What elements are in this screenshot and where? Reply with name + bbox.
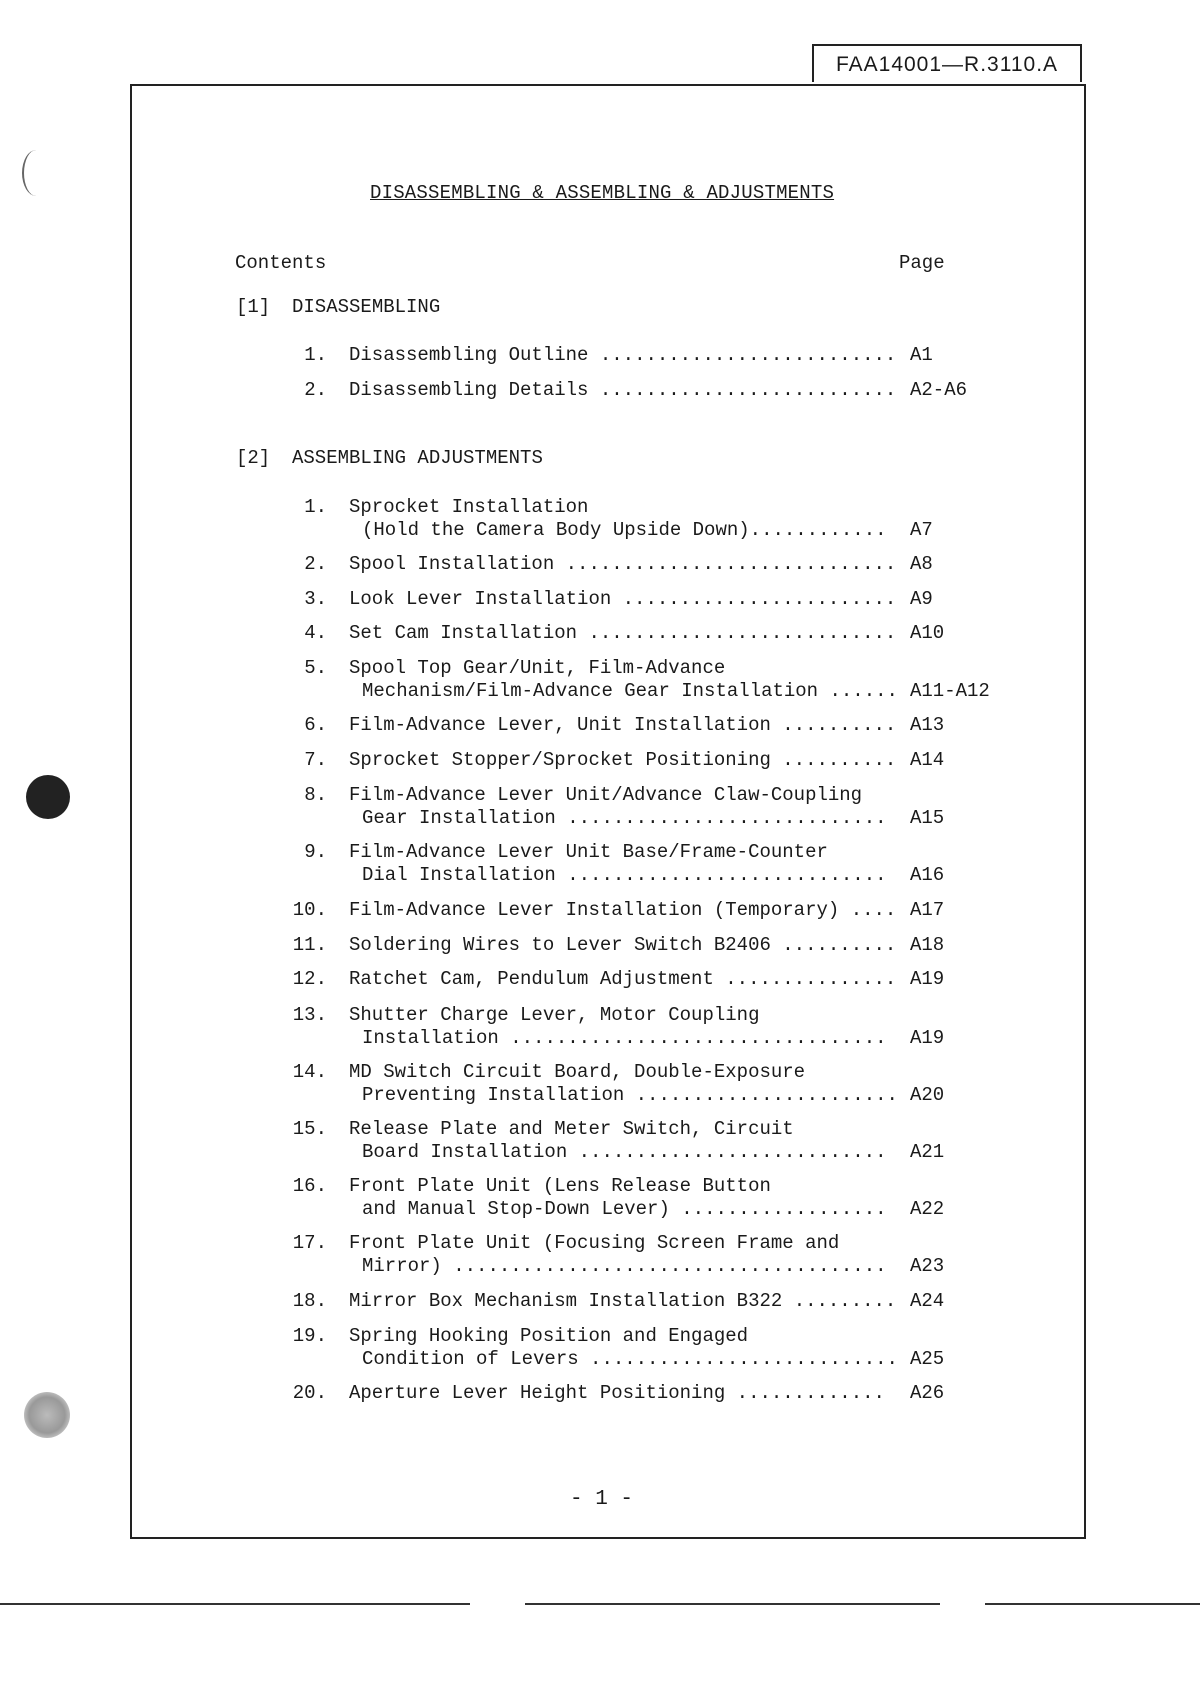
entry-title-continued: Board Installation ........................... [362,1141,887,1163]
entry-title-continued: Mirror) ...................................... [362,1255,887,1277]
entry-title: Front Plate Unit (Focusing Screen Frame and [349,1232,840,1254]
entry-title: Set Cam Installation ........................... [349,622,897,644]
punch-hole-top [22,150,50,196]
entry-page: A7 [910,519,933,541]
entry-number: 16. [292,1175,327,1197]
entry-page: A21 [910,1141,945,1163]
entry-page: A16 [910,864,945,886]
entry-page: A2-A6 [910,379,968,401]
entry-number: 3. [304,588,327,610]
entry-page: A11-A12 [910,680,990,702]
punch-hole-middle [26,775,70,819]
page-column-label: Page [899,252,945,274]
entry-title: Sprocket Installation [349,496,589,518]
entry-title: MD Switch Circuit Board, Double-Exposure [349,1061,806,1083]
entry-title: Aperture Lever Height Positioning ............. [349,1382,885,1404]
section-title: DISASSEMBLING [292,296,441,318]
entry-title-continued: Dial Installation ............................ [362,864,887,886]
entry-number: 4. [304,622,327,644]
entry-page: A24 [910,1290,945,1312]
entry-page: A18 [910,934,945,956]
scan-line-right [985,1603,1200,1605]
entry-title-continued: Mechanism/Film-Advance Gear Installation ...... [362,680,898,702]
section-1-heading [236,296,440,318]
entry-title: Front Plate Unit (Lens Release Button [349,1175,771,1197]
entry-page: A10 [910,622,945,644]
entry-number: 19. [292,1325,327,1347]
entry-page: A19 [910,1027,945,1049]
section-number: [2] [236,447,271,469]
entry-page: A19 [910,968,945,990]
entry-title: Disassembling Outline .......................... [349,344,897,366]
entry-page: A25 [910,1348,945,1370]
entry-number: 17. [292,1232,327,1254]
entry-number: 11. [292,934,327,956]
entry-page: A20 [910,1084,945,1106]
entry-number: 14. [292,1061,327,1083]
entry-title: Spool Installation ............................. [349,553,897,575]
entry-title-continued: Preventing Installation ....................... [362,1084,898,1106]
entry-title: Ratchet Cam, Pendulum Adjustment ............... [349,968,897,990]
entry-title: Spring Hooking Position and Engaged [349,1325,749,1347]
entry-number: 10. [292,899,327,921]
entry-title: Soldering Wires to Lever Switch B2406 .......... [349,934,897,956]
entry-number: 2. [304,379,327,401]
entry-number: 8. [304,784,327,806]
entry-number: 9. [304,841,327,863]
document-code: FAA14001—R.3110.A [812,44,1082,82]
entry-title: Spool Top Gear/Unit, Film-Advance [349,657,726,679]
entry-page: A13 [910,714,945,736]
entry-number: 2. [304,553,327,575]
entry-title-continued: Condition of Levers ........................... [362,1348,898,1370]
entry-page: A17 [910,899,945,921]
entry-title-continued: (Hold the Camera Body Upside Down)............ [362,519,887,541]
entry-page: A22 [910,1198,945,1220]
scan-line-middle [525,1603,940,1605]
entry-number: 7. [304,749,327,771]
entry-page: A14 [910,749,945,771]
entry-title-continued: Gear Installation ............................ [362,807,887,829]
entry-page: A23 [910,1255,945,1277]
entry-title: Mirror Box Mechanism Installation B322 ......... [349,1290,897,1312]
entry-number: 15. [292,1118,327,1140]
entry-title: Film-Advance Lever Unit/Advance Claw-Coupling [349,784,863,806]
page-heading: DISASSEMBLING & ASSEMBLING & ADJUSTMENTS [370,182,835,204]
entry-title: Film-Advance Lever Installation (Temporary) .... [349,899,897,921]
entry-number: 1. [304,344,327,366]
section-2-heading [236,447,543,469]
entry-number: 6. [304,714,327,736]
entry-page: A1 [910,344,933,366]
entry-number: 12. [292,968,327,990]
entry-title: Film-Advance Lever Unit Base/Frame-Counter [349,841,828,863]
section-title: ASSEMBLING ADJUSTMENTS [292,447,543,469]
entry-title: Film-Advance Lever, Unit Installation .......... [349,714,897,736]
scan-line-left [0,1603,470,1605]
entry-title: Shutter Charge Lever, Motor Coupling [349,1004,760,1026]
entry-title: Release Plate and Meter Switch, Circuit [349,1118,794,1140]
entry-number: 5. [304,657,327,679]
contents-label: Contents [235,252,327,274]
entry-page: A26 [910,1382,945,1404]
entry-number: 18. [292,1290,327,1312]
entry-title-continued: Installation ................................. [362,1027,887,1049]
section-number: [1] [236,296,271,318]
entry-title: Look Lever Installation ........................ [349,588,897,610]
punch-hole-bottom [24,1392,70,1438]
entry-title: Disassembling Details .......................... [349,379,897,401]
entry-title: Sprocket Stopper/Sprocket Positioning .......... [349,749,897,771]
entry-page: A15 [910,807,945,829]
page-number: - 1 - [570,1488,634,1511]
entry-number: 20. [292,1382,327,1404]
entry-number: 1. [304,496,327,518]
entry-number: 13. [292,1004,327,1026]
entry-page: A8 [910,553,933,575]
entry-page: A9 [910,588,933,610]
entry-title-continued: and Manual Stop-Down Lever) .................. [362,1198,887,1220]
